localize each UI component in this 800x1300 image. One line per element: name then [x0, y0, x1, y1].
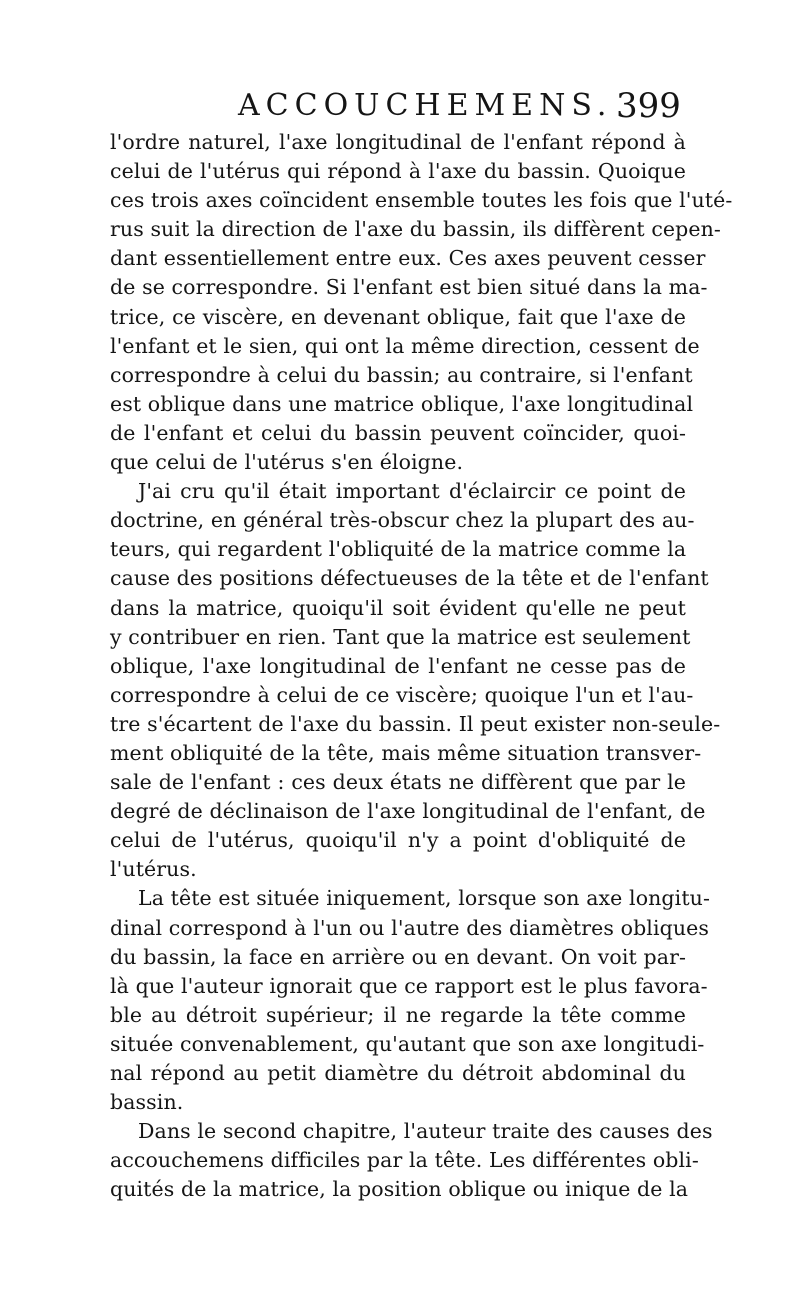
text-line: cause des positions défectueuses de la tête et de l'enfant: [110, 566, 709, 591]
text-line: ment obliquité de la tête, mais même situation transver-: [110, 740, 702, 765]
text-line: de se correspondre. Si l'enfant est bien situé dans la ma-: [110, 275, 708, 300]
paragraph: [110, 1117, 713, 1204]
text-line: l'ordre naturel, l'axe longitudinal de l'enfant répond à: [110, 130, 686, 154]
text-line: ces trois axes coïncident ensemble toutes les fois que l'uté-: [110, 188, 733, 213]
text-line: est oblique dans une matrice oblique, l'axe longitudinal: [110, 391, 694, 416]
text-line: celui de l'utérus qui répond à l'axe du bassin. Quoique: [110, 159, 686, 184]
text-line: là que l'auteur ignorait que ce rapport est le plus favora-: [110, 973, 708, 998]
text-line: dinal correspond à l'un ou l'autre des diamètres obliques: [110, 915, 709, 940]
text-line: tre s'écartent de l'axe du bassin. Il peut exister non-seule-: [110, 711, 721, 736]
running-title: ACCOUCHEMENS.: [238, 88, 613, 123]
text-line: quités de la matrice, la position oblique ou inique de la: [110, 1177, 689, 1202]
text-line: située convenablement, qu'autant que son axe longitudi-: [110, 1031, 705, 1056]
text-line: que celui de l'utérus s'en éloigne.: [110, 450, 464, 475]
text-line: celui de l'utérus, quoiqu'il n'y a point d'obliquité de: [110, 828, 686, 853]
text-line: l'enfant et le sien, qui ont la même direction, cessent de: [110, 333, 700, 358]
text-line: trice, ce viscère, en devenant oblique, fait que l'axe de: [110, 304, 686, 329]
text-line: correspondre à celui de ce viscère; quoique l'un et l'au-: [110, 682, 694, 707]
text-line: l'utérus.: [110, 857, 197, 882]
text-line: y contribuer en rien. Tant que la matrice est seulement: [110, 624, 691, 649]
text-line: J'ai cru qu'il était important d'éclaircir ce point de: [138, 479, 686, 504]
text-line: dant essentiellement entre eux. Ces axes peuvent cesser: [110, 246, 706, 271]
page-number: 399: [616, 86, 681, 126]
text-line: dans la matrice, quoiqu'il soit évident qu'elle ne peut: [110, 595, 686, 620]
text-line: oblique, l'axe longitudinal de l'enfant ne cesse pas de: [110, 653, 686, 678]
text-line: ble au détroit supérieur; il ne regarde la tête comme: [110, 1002, 686, 1027]
paragraph: [110, 884, 710, 1117]
text-line: degré de déclinaison de l'axe longitudinal de l'enfant, de: [110, 799, 706, 824]
text-line: rus suit la direction de l'axe du bassin, ils diffèrent cepen-: [110, 217, 721, 242]
text-line: doctrine, en général très-obscur chez la plupart des au-: [110, 508, 695, 533]
text-line: bassin.: [110, 1090, 184, 1115]
running-head: [0, 82, 800, 130]
paragraph: [110, 477, 721, 884]
text-line: du bassin, la face en arrière ou en devant. On voit par-: [110, 944, 686, 969]
text-line: accouchemens difficiles par la tête. Les différentes obli-: [110, 1148, 699, 1173]
text-line: de l'enfant et celui du bassin peuvent coïncider, quoi-: [110, 420, 686, 445]
text-line: teurs, qui regardent l'obliquité de la matrice comme la: [110, 537, 687, 562]
paragraph: [110, 128, 733, 477]
text-line: nal répond au petit diamètre du détroit abdominal du: [110, 1061, 686, 1085]
text-line: Dans le second chapitre, l'auteur traite des causes des: [138, 1119, 713, 1144]
text-line: La tête est située iniquement, lorsque son axe longitu-: [138, 886, 710, 911]
text-line: correspondre à celui du bassin; au contraire, si l'enfant: [110, 362, 693, 387]
text-line: sale de l'enfant : ces deux états ne diffèrent que par le: [110, 770, 686, 795]
body-text: [110, 128, 733, 1204]
